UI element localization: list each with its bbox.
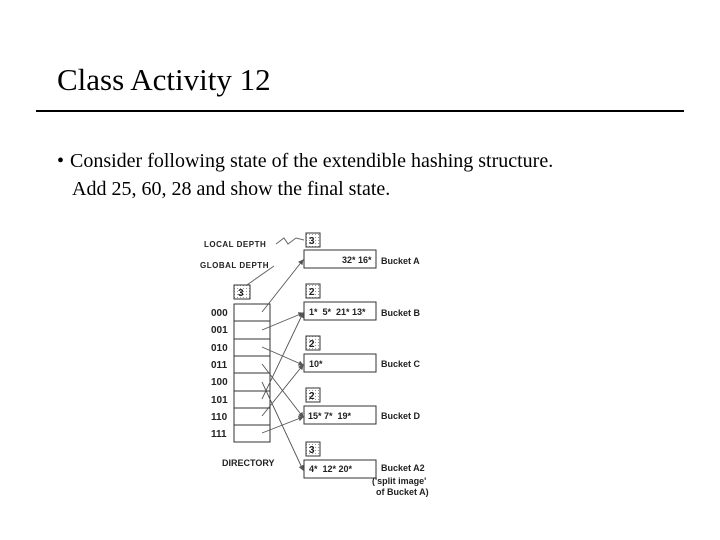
bucket-d-label: Bucket D bbox=[381, 411, 421, 421]
directory-entry-000: 000 bbox=[211, 308, 228, 319]
bucket-d-depth: 2 bbox=[309, 391, 315, 402]
bucket-c-entries: 10* bbox=[309, 359, 323, 369]
directory-entry-010: 010 bbox=[211, 343, 228, 354]
directory-entry-001: 001 bbox=[211, 325, 228, 336]
bucket-b-entries: 1* 5* 21* 13* bbox=[309, 307, 366, 317]
bucket-a2-entries: 4* 12* 20* bbox=[309, 464, 353, 474]
bullet-text-line1: Consider following state of the extendible hashing structure. bbox=[70, 150, 554, 172]
directory-label: DIRECTORY bbox=[222, 458, 275, 468]
directory-entry-100: 100 bbox=[211, 377, 228, 388]
directory-entry-101: 101 bbox=[211, 395, 228, 406]
global-depth-label: GLOBAL DEPTH bbox=[200, 261, 269, 270]
bucket-a2-depth: 3 bbox=[309, 445, 315, 456]
directory-entry-111: 111 bbox=[211, 429, 227, 440]
directory-entry-110: 110 bbox=[211, 412, 228, 423]
slide-title: Class Activity 12 bbox=[57, 62, 271, 97]
bucket-a2-label: Bucket A2 bbox=[381, 463, 425, 473]
bucket-a-entries: 32* 16* bbox=[342, 255, 372, 265]
bullet-marker: • bbox=[57, 150, 65, 172]
local-depth-label: LOCAL DEPTH bbox=[204, 240, 267, 249]
global-depth-value: 3 bbox=[238, 288, 244, 299]
bucket-a-label: Bucket A bbox=[381, 256, 420, 266]
local-depth-pointer bbox=[276, 238, 304, 244]
split-note-line2: of Bucket A) bbox=[376, 487, 429, 497]
bucket-a-depth: 3 bbox=[309, 236, 315, 247]
split-note-line1: ('split image' bbox=[372, 476, 427, 486]
bucket-c-depth: 2 bbox=[309, 339, 315, 350]
bucket-b-depth: 2 bbox=[309, 287, 315, 298]
bullet-text-line2: Add 25, 60, 28 and show the final state. bbox=[72, 178, 391, 200]
bucket-d-entries: 15* 7* 19* bbox=[308, 411, 352, 421]
directory-entry-011: 011 bbox=[211, 360, 228, 371]
bucket-b-label: Bucket B bbox=[381, 308, 421, 318]
bucket-c-label: Bucket C bbox=[381, 359, 421, 369]
